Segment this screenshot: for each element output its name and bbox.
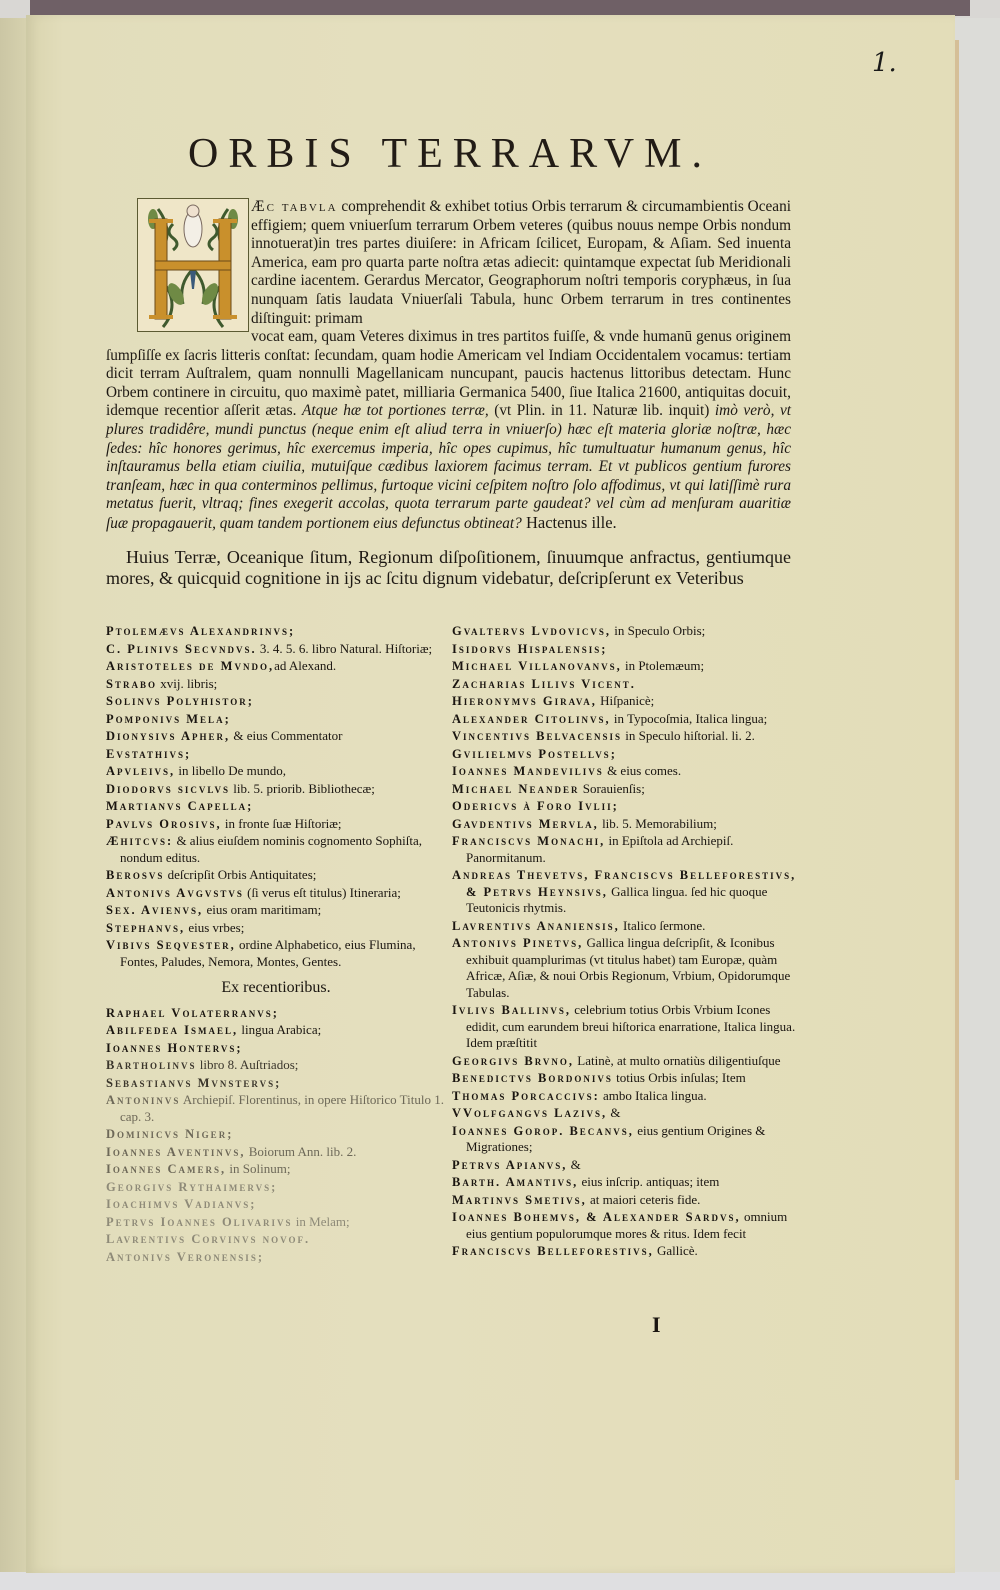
source-detail: in Melam; (292, 1213, 350, 1229)
source-author: Martianvs Capella; (106, 799, 254, 813)
source-author: Stephanvs, (106, 920, 186, 935)
source-detail: Gallicè. (653, 1243, 698, 1258)
source-detail: celebrium totius Orbis Vrbium Icones edidit, cum earundem breui hiſtorica enarratione, Italica lingua. Idem præſtitit (466, 1002, 796, 1050)
source-entry (106, 693, 446, 710)
source-author: Gvilielmvs Postellvs; (452, 746, 617, 761)
source-detail: Latinè, at multo ornatiùs diligentiuſque (574, 1052, 781, 1068)
source-author: Lavrentivs Corvinvs novof. (106, 1232, 311, 1246)
source-detail: & eius Commentator (230, 728, 343, 743)
source-entry (106, 1214, 446, 1231)
veteres-list (106, 623, 446, 970)
source-entry (452, 1192, 802, 1209)
source-entry (106, 763, 446, 780)
source-entry (106, 902, 446, 919)
source-entry (452, 641, 802, 658)
source-author: Abilfedea Ismael, (106, 1023, 239, 1037)
source-author: Dionysivs Apher, (106, 729, 231, 743)
source-detail: at maiori ceteris fide. (586, 1191, 701, 1207)
intro-paragraph-continued (106, 328, 791, 534)
source-detail: deſcripſit Orbis Antiquitates; (164, 867, 317, 882)
source-author: Franciscvs Monachi, (452, 834, 606, 848)
decorated-initial-h (137, 198, 249, 332)
source-entry (106, 711, 446, 728)
source-entry (452, 1174, 802, 1191)
source-entry (106, 623, 446, 640)
source-author: Apvleivs, (106, 764, 176, 778)
source-entry (106, 1249, 446, 1266)
source-entry (106, 1179, 446, 1196)
source-author: Raphael Volaterranvs; (106, 1005, 279, 1020)
source-author: Lavrentivs Ananiensis, (452, 918, 620, 933)
source-detail: Sorauienſis; (579, 780, 645, 796)
source-detail: in Speculo hiſtorial. li. 2. (622, 728, 755, 743)
source-entry (452, 867, 802, 917)
source-author: Sex. Avienvs, (106, 903, 204, 917)
source-entry (106, 937, 446, 970)
recentiores-right-list (452, 623, 802, 1260)
source-author: Diodorvs sicvlvs (106, 781, 231, 796)
source-author: Isidorvs Hispalensis; (452, 641, 608, 656)
source-detail: in libello De mundo, (175, 763, 287, 778)
source-entry (452, 746, 802, 763)
source-detail: lingua Arabica; (238, 1022, 322, 1037)
source-detail: lib. 5. Memorabilium; (598, 815, 717, 831)
source-entry (106, 1075, 446, 1092)
source-detail: ambo Italica lingua. (599, 1087, 707, 1103)
source-author: Ioannes Mandevilivs (452, 764, 604, 778)
source-author: Evstathivs; (106, 746, 192, 761)
intro-italic-quote-1: Atque hæ tot portiones terræ, (301, 402, 489, 420)
source-detail: totius Orbis inſulas; Item (612, 1070, 746, 1085)
source-entry (106, 1040, 446, 1057)
source-detail: in Typocoſmia, Italica lingua; (610, 710, 768, 726)
source-detail: Archiepiſ. Florentinus, in opere Hiſtorico Titulo 1. cap. 3. (120, 1092, 444, 1124)
source-author: Ioannes Aventinvs, (106, 1144, 246, 1159)
source-entry (452, 833, 802, 866)
source-author: Solinvs Polyhistor; (106, 694, 254, 708)
source-entry (452, 1123, 802, 1156)
source-entry (452, 1243, 802, 1260)
source-detail: 3. 4. 5. 6. libro Natural. Hiſtoriæ; (256, 640, 433, 656)
source-detail: Gallica lingua. ſed hic quoque Teutonicis rhytmis. (466, 883, 768, 915)
source-detail: ad Alexand. (274, 658, 337, 673)
intro-first-block: comprehendit & exhibet totius Orbis terrarum & circumambientis Oceani effigiem; quem vniuerſum terrarum Orbem veteres (quibus nouus nempe Orbis nondum innotuerat)in tres partes diuiſere: in Africam ſcilicet, Europam, & Aſiam. Sed inuenta America, eam pro quarta parte noſtra ætas adiecit: quintamque expectat ſub Meridionali cardine iacentem. Gerardus Mercator, Geographorum noſtri temporis coryphæus, in ſua nunquam ſatis laudata Vniuerſali Tabula, hunc Orbem terrarum in tres continentes diſtinguit: primam (251, 198, 791, 327)
source-entry (106, 1161, 446, 1178)
page-title: ORBIS TERRARVM. (188, 131, 712, 177)
source-entry (452, 1053, 802, 1070)
source-author: Ioachimvs Vadianvs; (106, 1197, 257, 1211)
source-detail: & eius comes. (603, 763, 682, 778)
source-entry (106, 728, 446, 745)
source-author: Dominicvs Niger; (106, 1127, 234, 1141)
source-author: VVolfgangvs Lazivs, (452, 1106, 608, 1120)
source-entry (452, 1070, 802, 1087)
source-entry (106, 867, 446, 884)
source-author: Franciscvs Belleforestivs, (452, 1244, 654, 1258)
source-detail: eius inſcrip. antiquas; item (578, 1174, 720, 1189)
source-entry (452, 781, 802, 798)
source-author: Aristoteles de Mvndo, (106, 659, 275, 673)
handwritten-folio-number: 1. (872, 48, 897, 78)
source-entry (452, 798, 802, 815)
source-detail: Hiſpanicè; (596, 693, 655, 708)
source-entry (452, 918, 802, 935)
source-author: Michael Villanovanvs, (452, 659, 622, 673)
source-author: Antoninvs (106, 1093, 181, 1107)
source-entry (106, 816, 446, 833)
source-author: Alexander Citolinvs, (452, 711, 611, 726)
source-detail: eius gentium Origines & Migrationes; (466, 1122, 766, 1154)
source-author: Barth. Amantivs, (452, 1175, 579, 1189)
intro-italic-quote-2: imò verò, vt plures tradidêre, mundi punctus (neque enim eſt aliud terra in vniuerſo) hæc eſt materia gloriæ noſtræ, hæc ſedes: hîc honores gerimus, hîc exercemus imperia, hîc opes cupimus, hîc tumultuatur humanum genus, hîc inſtauramus bella etiam ciuilia, mutuiſque cædibus laxiorem facimus terram. Et vt publicos gentium furores tranſeam, hæc in qua conterminos pellimus, furtoque vicini ceſpitem noſtro ſolo affodimus, vt qui latiſſimè rura metatus fuerit, vltraq; fines exegerit accolas, quota terrarum parte gaudeat? vel cùm ad menſuram auaritiæ ſuæ propagauerit, quam tandem portionem eius defunctus obtineat? (106, 402, 792, 532)
source-entry (106, 833, 446, 866)
intro-second-block: vocat eam, quam Veteres diximus in tres partitos fuiſſe, & vnde humanū genus originem ſumpſiſſe ex ſacris litteris conſtat: ſecundam, quam hodie Americam vel Indiam Occidentalem vocamus: tertiam dicit terram Auſtralem, quam nonnulli Magellanicam nuncupant, paucis hactenus littoribus detectam. Hunc Orbem continere in circuitu, quo maximè patet, milliaria Germanica 5400, ſiue Italica 21600, antiquitas docuit, idemque recentior aſſerit ætas. (106, 328, 791, 420)
source-entry (452, 1157, 802, 1174)
recentiores-left-list (106, 1005, 446, 1266)
decorated-initial-icon (138, 199, 248, 331)
source-entry (452, 728, 802, 745)
source-detail: Gallica lingua deſcripſit, & Iconibus exhibuit quamplurimas (vt titulus habet) tam Europæ, quàm Africæ, Aſiæ, & noui Orbis Regionum, Vrbium, Opidorumque Tabulas. (466, 935, 791, 1000)
intro-pliny-reference: (vt Plin. in 11. Naturæ lib. inquit) (488, 402, 715, 420)
source-detail: in Ptolemæum; (621, 658, 705, 673)
source-detail: eius vrbes; (185, 919, 245, 935)
intro-paragraph-first (251, 198, 791, 328)
source-author: Thomas Porcaccivs: (452, 1088, 600, 1103)
source-author: Martinvs Smetivs, (452, 1192, 587, 1207)
source-detail: & (567, 1156, 581, 1172)
source-entry (106, 798, 446, 815)
source-entry (452, 1002, 802, 1052)
source-author: Odericvs à Foro Ivlii; (452, 799, 619, 813)
source-author: Antonivs Veronensis; (106, 1249, 264, 1264)
source-author: Petrvs Apianvs, (452, 1157, 568, 1172)
source-author: Antonivs Avgvstvs (106, 885, 244, 900)
source-entry (106, 1005, 446, 1022)
source-detail: xvij. libris; (156, 675, 218, 691)
source-detail: lib. 5. priorib. Bibliothecæ; (230, 780, 375, 796)
source-entry (452, 711, 802, 728)
source-author: Michael Neander (452, 781, 580, 796)
source-entry (452, 623, 802, 640)
source-author: Ioannes Gorop. Becanvs, (452, 1123, 634, 1138)
sources-left-column (106, 623, 446, 1266)
source-detail: Italico ſermone. (619, 917, 706, 933)
source-entry (452, 1209, 802, 1242)
source-entry (106, 885, 446, 902)
source-author: Vibivs Seqvester, (106, 938, 236, 952)
source-entry (106, 658, 446, 675)
background-bottom (0, 1572, 1000, 1590)
source-detail: in fronte ſuæ Hiſtoriæ; (221, 815, 342, 831)
source-detail: in Epiſtola ad Archiepiſ. Panormitanum. (466, 833, 734, 865)
source-author: Sebastianvs Mvnstervs; (106, 1075, 282, 1090)
source-entry (106, 641, 446, 658)
source-author: Ioannes Hontervs; (106, 1040, 243, 1055)
source-author: Andreas Thevetvs, Franciscvs Belleforestivs, & Petrvs Heynsivs, (452, 868, 797, 899)
source-entry (106, 1144, 446, 1161)
source-detail: Boiorum Ann. lib. 2. (245, 1143, 357, 1159)
source-detail: & (607, 1105, 621, 1120)
source-author: Pomponivs Mela; (106, 711, 231, 726)
source-entry (106, 1022, 446, 1039)
source-entry (452, 658, 802, 675)
source-author: Pavlvs Orosivs, (106, 816, 222, 831)
background-band (30, 0, 970, 16)
source-author: Hieronymvs Girava, (452, 694, 597, 708)
source-author: Vincentivs Belvacensis (452, 729, 623, 743)
source-author: Gvaltervs Lvdovicvs, (452, 624, 612, 638)
source-author: Antonivs Pinetvs, (452, 936, 584, 950)
intro-closing: Hactenus ille. (521, 512, 617, 532)
source-detail: libro 8. Auſtriados; (196, 1057, 299, 1072)
source-entry (452, 693, 802, 710)
source-author: Ptolemævs Alexandrinvs; (106, 624, 296, 638)
source-author: Ioannes Camers, (106, 1162, 227, 1176)
source-entry (452, 1105, 802, 1122)
source-entry (106, 1231, 446, 1248)
source-entry (106, 676, 446, 693)
page-number: I (652, 1312, 661, 1337)
source-detail: eius oram maritimam; (203, 902, 322, 917)
source-author: Berosvs (106, 868, 165, 882)
source-author: Ivlivs Ballinvs, (452, 1003, 571, 1017)
source-entry (452, 1088, 802, 1105)
source-author: Benedictvs Bordonivs (452, 1071, 613, 1085)
source-entry (106, 781, 446, 798)
source-detail: ordine Alphabetico, eius Flumina, Fontes, Paludes, Nemora, Montes, Gentes. (120, 937, 416, 969)
source-author: Æhitcvs: (106, 834, 174, 848)
source-entry (106, 746, 446, 763)
source-entry (452, 676, 802, 693)
source-author: C. Plinivs Secvndvs. (106, 641, 257, 656)
source-author: Zacharias Lilivs Vicent. (452, 676, 636, 691)
source-detail: & alius eiuſdem nominis cognomento Sophiſta, nondum editus. (120, 833, 422, 865)
source-entry (452, 763, 802, 780)
source-entry (106, 1092, 446, 1125)
source-author: Strabo (106, 676, 157, 691)
source-detail: omnium eius gentium populorumque mores & ritus. Idem fecit (466, 1209, 788, 1241)
huius-paragraph: Huius Terræ, Oceanique ſitum, Regionum diſpoſitionem, ſinuumque anfractus, gentiumque mores, & quicquid cognitione in ijs ac ſcitu dignum videbatur, deſcripſerunt ex Veteribus (106, 547, 791, 588)
source-author: Petrvs Ioannes Olivarivs (106, 1214, 293, 1229)
source-entry (106, 1126, 446, 1143)
recentioribus-heading: Ex recentioribus. (221, 979, 331, 996)
intro-lead-smallcaps: Æc tabvla (251, 198, 338, 215)
source-author: Gavdentivs Mervla, (452, 816, 599, 831)
source-entry (106, 1196, 446, 1213)
source-entry (106, 1057, 446, 1074)
source-detail: in Speculo Orbis; (611, 623, 706, 638)
source-author: Ioannes Bohemvs, & Alexander Sardvs, (452, 1210, 741, 1224)
source-author: Georgivs Rythaimervs; (106, 1179, 278, 1194)
source-author: Bartholinvs (106, 1058, 197, 1072)
source-detail: (ſi verus eſt titulus) Itineraria; (243, 884, 401, 900)
source-entry (452, 935, 802, 1001)
source-entry (452, 816, 802, 833)
source-author: Georgivs Brvno, (452, 1053, 575, 1068)
source-entry (106, 920, 446, 937)
source-detail: in Solinum; (226, 1161, 291, 1176)
sources-right-column (452, 623, 802, 1261)
